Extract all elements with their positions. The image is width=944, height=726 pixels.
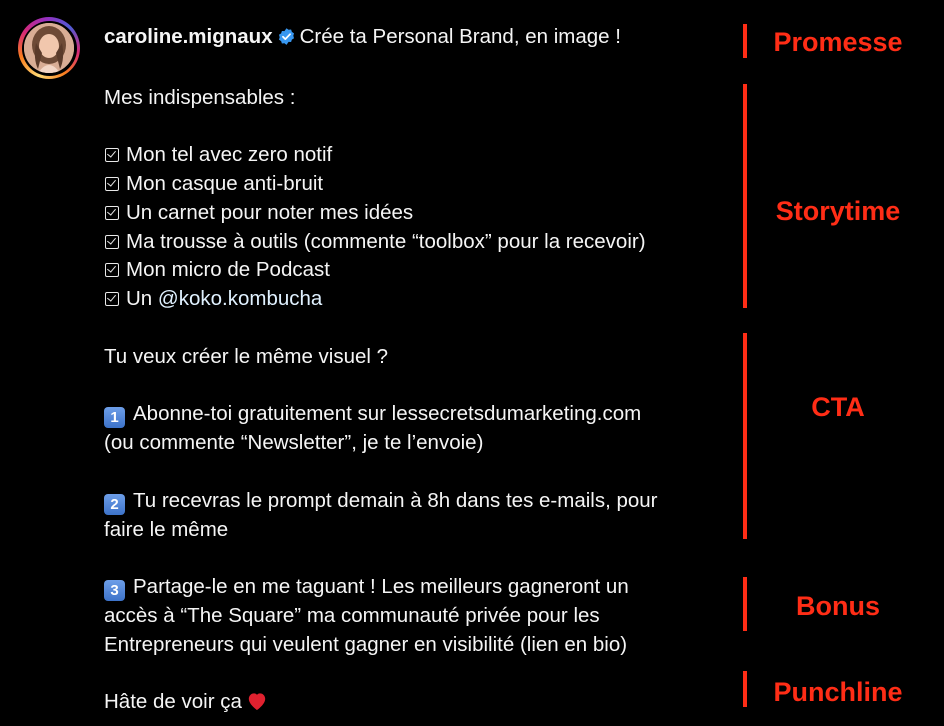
bonus-bracket — [743, 577, 747, 631]
label-bonus: Bonus — [796, 591, 880, 621]
checkbox-icon — [105, 292, 119, 306]
checklist-item-text: Un carnet pour noter mes idées — [126, 200, 414, 224]
avatar[interactable] — [24, 23, 74, 73]
checkbox-icon — [105, 148, 119, 162]
checkbox-icon — [105, 177, 119, 191]
step-3-line — [104, 573, 734, 602]
checklist-item — [104, 228, 734, 257]
checkbox-icon — [105, 235, 119, 249]
step-2-text: Tu recevras le prompt demain à 8h dans tes e-mails, pour — [133, 488, 658, 512]
punchline-bracket — [743, 671, 747, 707]
keycap-2-icon: 2 — [104, 494, 125, 515]
keycap-3-icon: 3 — [104, 580, 125, 601]
verified-badge-icon — [277, 26, 296, 55]
spacer — [104, 55, 734, 84]
keycap-1-icon: 1 — [104, 407, 125, 428]
step-2-continuation: faire le même — [104, 517, 229, 541]
checklist-item — [104, 285, 734, 314]
step-3-continuation: accès à “The Square” ma communauté privée pour les — [104, 603, 600, 627]
step-1-text: Abonne-toi gratuitement sur lessecretsdumarketing.com — [133, 402, 642, 426]
checklist-item — [104, 141, 734, 170]
cta-bracket — [743, 333, 747, 539]
checklist-item-text: Un — [126, 287, 153, 311]
checklist-item-text: Ma trousse à outils (commente “toolbox” pour la recevoir) — [126, 229, 646, 253]
step-1-continuation: (ou commente “Newsletter”, je te l’envoie) — [104, 431, 484, 455]
checkbox-icon — [105, 263, 119, 277]
checklist-item — [104, 170, 734, 199]
spacer — [104, 372, 734, 401]
spacer — [104, 660, 734, 689]
step-3-text: Partage-le en me taguant ! Les meilleurs gagneront un — [133, 575, 629, 599]
caption-first-line: Crée ta Personal Brand, en image ! — [299, 25, 621, 48]
checklist-item — [104, 256, 734, 285]
avatar-story-ring[interactable] — [18, 17, 80, 79]
step-2-line — [104, 487, 734, 516]
caption-header-line — [104, 23, 734, 55]
avatar-portrait-icon — [24, 23, 74, 73]
storytime-bracket — [743, 84, 747, 308]
avatar-gap — [22, 21, 77, 76]
closing-text: Hâte de voir ça — [104, 690, 242, 714]
spacer — [104, 544, 734, 573]
spacer — [104, 458, 734, 487]
mention-link[interactable]: @koko.kombucha — [157, 287, 323, 311]
label-promesse: Promesse — [773, 27, 903, 57]
spacer — [104, 314, 734, 343]
checklist-item — [104, 199, 734, 228]
label-punchline: Punchline — [773, 677, 903, 707]
closing-line — [104, 688, 734, 720]
label-cta: CTA — [811, 392, 865, 422]
step-3-continuation: Entrepreneurs qui veulent gagner en visibilité (lien en bio) — [104, 632, 628, 656]
label-storytime: Storytime — [775, 196, 901, 226]
promesse-bracket — [743, 24, 747, 58]
red-heart-icon — [246, 691, 268, 720]
checklist-item-text: Mon tel avec zero notif — [126, 143, 333, 167]
checklist-item-text: Mon micro de Podcast — [126, 258, 330, 282]
step-1-line — [104, 400, 734, 429]
spacer — [104, 112, 734, 141]
checklist-item-text: Mon casque anti-bruit — [126, 171, 324, 195]
checkbox-icon — [105, 206, 119, 220]
post-caption — [104, 23, 734, 720]
intro-text: Mes indispensables : — [104, 85, 296, 109]
cta-question: Tu veux créer le même visuel ? — [104, 344, 389, 368]
username-link[interactable]: caroline.mignaux — [104, 25, 273, 48]
